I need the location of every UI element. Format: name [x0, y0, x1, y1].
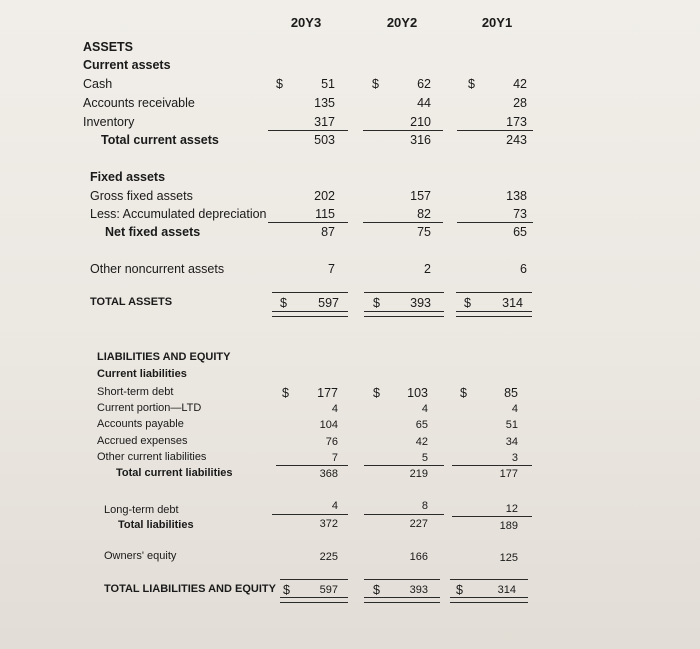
value-cell: 135	[314, 96, 335, 110]
value-cell: 597	[319, 584, 338, 596]
value-cell: 138	[506, 189, 527, 203]
currency-sign: $	[280, 296, 287, 310]
label-short-term-debt: Short-term debt	[97, 386, 174, 398]
value-cell: 73	[513, 207, 527, 221]
underline	[364, 514, 444, 515]
value-cell: 314	[497, 584, 516, 596]
value-cell: 44	[417, 96, 431, 110]
value-cell: 317	[314, 115, 335, 129]
value-cell: 372	[319, 518, 338, 530]
label-total-current-liabilities: Total current liabilities	[116, 467, 233, 479]
double-underline	[456, 311, 532, 317]
value-cell: 51	[505, 419, 518, 431]
value-cell: 104	[319, 419, 338, 431]
currency-sign: $	[460, 386, 467, 400]
double-underline	[364, 311, 444, 317]
currency-sign: $	[373, 386, 380, 400]
value-cell: 157	[410, 189, 431, 203]
underline	[363, 130, 443, 131]
value-cell: 76	[325, 436, 338, 448]
underline	[456, 292, 532, 293]
label-total-liabilities: Total liabilities	[118, 519, 194, 531]
value-cell: 42	[415, 436, 428, 448]
value-cell: 177	[317, 386, 338, 400]
value-cell: 219	[409, 468, 428, 480]
value-cell: 6	[520, 262, 527, 276]
value-cell: 210	[410, 115, 431, 129]
label-total-assets: TOTAL ASSETS	[90, 296, 173, 308]
value-cell: 4	[421, 403, 428, 415]
underline	[364, 465, 444, 466]
label-long-term-debt: Long-term debt	[104, 504, 179, 516]
underline	[272, 292, 348, 293]
value-cell: 4	[331, 403, 338, 415]
value-cell: 314	[502, 296, 523, 310]
label-inventory: Inventory	[83, 115, 135, 129]
value-cell: 82	[417, 207, 431, 221]
currency-sign: $	[282, 386, 289, 400]
underline	[276, 465, 348, 466]
label-owners-equity: Owners' equity	[104, 550, 177, 562]
underline	[457, 222, 533, 223]
value-cell: 12	[505, 503, 518, 515]
heading-fixed-assets: Fixed assets	[90, 170, 166, 184]
value-cell: 34	[505, 436, 518, 448]
value-cell: 393	[409, 584, 428, 596]
value-cell: 177	[499, 468, 518, 480]
heading-current-liabilities: Current liabilities	[97, 368, 187, 380]
underline	[452, 516, 532, 517]
value-cell: 227	[409, 518, 428, 530]
value-cell: 103	[407, 386, 428, 400]
value-cell: 166	[409, 551, 428, 563]
value-cell: 87	[321, 225, 335, 239]
section-liabilities-equity: LIABILITIES AND EQUITY	[97, 351, 231, 363]
underline	[457, 130, 533, 131]
double-underline	[272, 311, 348, 317]
currency-sign: $	[464, 296, 471, 310]
value-cell: 225	[319, 551, 338, 563]
value-cell: 62	[417, 77, 431, 91]
label-total-liabilities-equity: TOTAL LIABILITIES AND EQUITY	[104, 583, 276, 595]
underline	[272, 514, 348, 515]
value-cell: 2	[424, 262, 431, 276]
value-cell: 8	[421, 500, 428, 512]
heading-current-assets: Current assets	[83, 58, 171, 72]
value-cell: 51	[321, 77, 335, 91]
label-other-current-liabilities: Other current liabilities	[97, 451, 207, 463]
underline	[363, 222, 443, 223]
currency-sign: $	[468, 77, 475, 91]
value-cell: 4	[331, 500, 338, 512]
currency-sign: $	[276, 77, 283, 91]
value-cell: 42	[513, 77, 527, 91]
underline	[364, 579, 440, 580]
double-underline	[364, 597, 440, 603]
value-cell: 115	[315, 207, 335, 221]
value-cell: 7	[328, 262, 335, 276]
underline	[452, 465, 532, 466]
label-current-portion-ltd: Current portion—LTD	[97, 402, 202, 414]
label-other-noncurrent-assets: Other noncurrent assets	[90, 262, 225, 276]
value-cell: 4	[511, 403, 518, 415]
value-cell: 65	[513, 225, 527, 239]
label-accrued-expenses: Accrued expenses	[97, 435, 188, 447]
label-accounts-payable: Accounts payable	[97, 418, 184, 430]
year-header-2: 20Y2	[386, 15, 418, 30]
section-assets: ASSETS	[83, 40, 134, 54]
label-accumulated-depreciation: Less: Accumulated depreciation	[90, 207, 267, 221]
year-header-1: 20Y3	[290, 15, 322, 30]
value-cell: 368	[319, 468, 338, 480]
underline	[364, 292, 444, 293]
currency-sign: $	[373, 583, 380, 597]
value-cell: 316	[410, 133, 431, 147]
label-net-fixed-assets: Net fixed assets	[105, 225, 201, 239]
label-total-current-assets: Total current assets	[101, 133, 219, 147]
double-underline	[450, 597, 528, 603]
underline	[268, 222, 348, 223]
double-underline	[280, 597, 348, 603]
year-header-3: 20Y1	[481, 15, 513, 30]
value-cell: 393	[410, 296, 431, 310]
value-cell: 7	[331, 452, 338, 464]
value-cell: 65	[415, 419, 428, 431]
label-accounts-receivable: Accounts receivable	[83, 96, 195, 110]
label-gross-fixed-assets: Gross fixed assets	[90, 189, 193, 203]
underline	[450, 579, 528, 580]
currency-sign: $	[283, 583, 290, 597]
value-cell: 173	[506, 115, 527, 129]
value-cell: 75	[417, 225, 431, 239]
value-cell: 243	[506, 133, 527, 147]
underline	[268, 130, 348, 131]
value-cell: 125	[499, 552, 518, 564]
currency-sign: $	[456, 583, 463, 597]
value-cell: 5	[421, 452, 428, 464]
label-cash: Cash	[83, 77, 113, 91]
value-cell: 28	[513, 96, 527, 110]
underline	[280, 579, 348, 580]
currency-sign: $	[372, 77, 379, 91]
currency-sign: $	[373, 296, 380, 310]
value-cell: 202	[314, 189, 335, 203]
value-cell: 503	[314, 133, 335, 147]
value-cell: 3	[511, 452, 518, 464]
value-cell: 189	[499, 520, 518, 532]
value-cell: 85	[504, 386, 518, 400]
value-cell: 597	[318, 296, 339, 310]
